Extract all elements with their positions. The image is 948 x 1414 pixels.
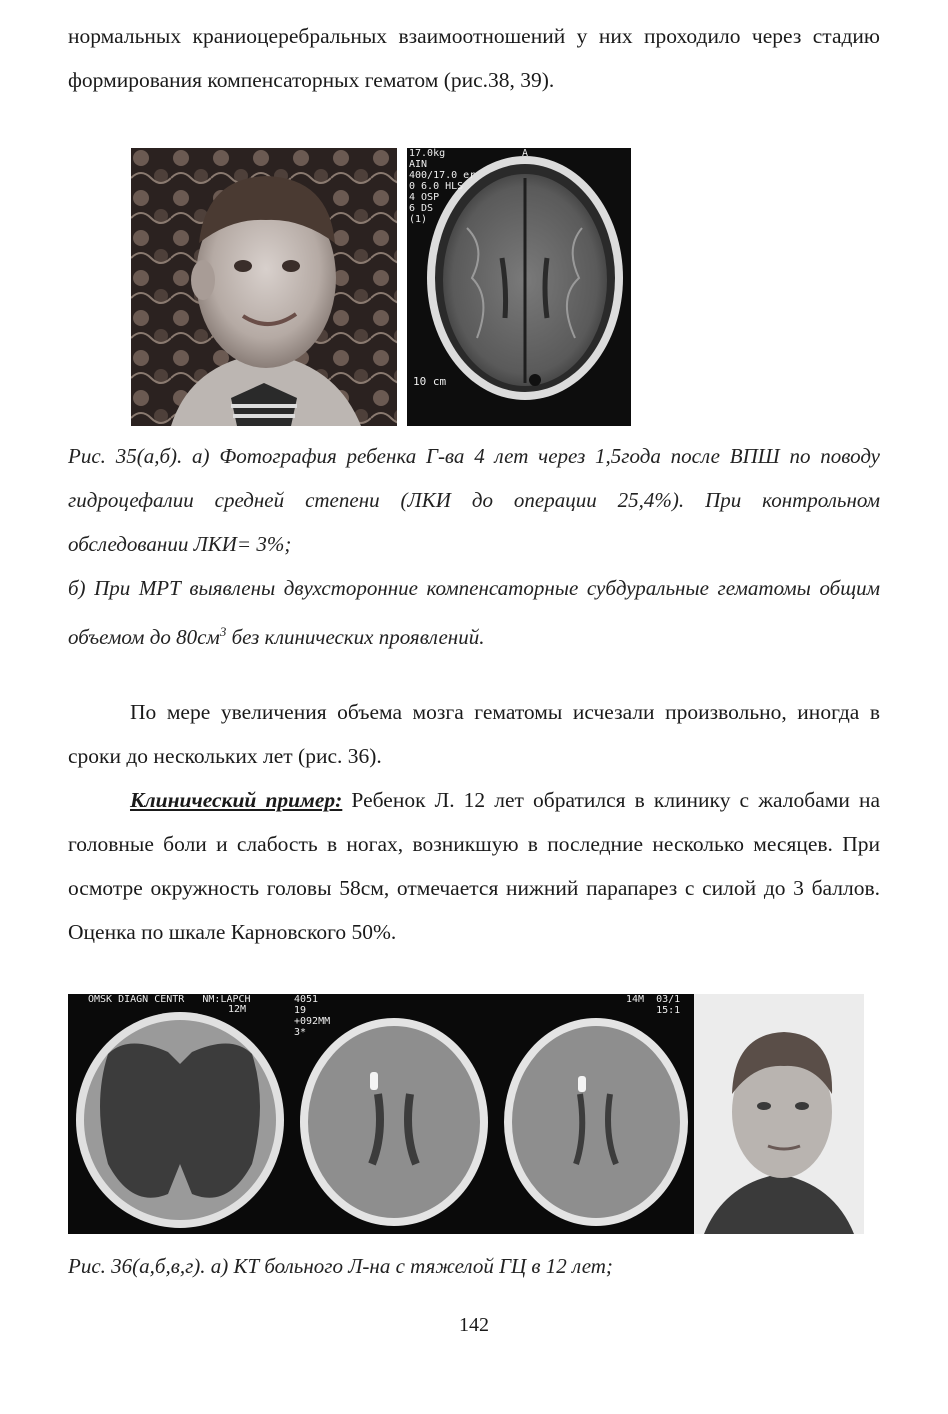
ct-b-label: 4051 19 +092MM 3*: [294, 994, 331, 1038]
mri-label-5: 6 DS: [409, 203, 434, 214]
figure35-caption-b: б) При МРТ выявлены двухсторонние компенсаторные субдуральные гематомы общим объемом до $80см^3$ без клинических проявлений.: [68, 576, 880, 649]
clinical-text: Ребенок Л. 12 лет обратился в клинику с жалобами на головные боли и слабость в ногах, возникшую в последние несколько месяцев. При осмотре окружность головы 58см, отмечается нижний парапарез с силой до 3 баллов. Оценка по шкале Карновского 50%.: [68, 788, 880, 944]
mri-label-6: (1): [409, 214, 428, 225]
photo-child: [131, 148, 397, 426]
ct-scan-a: [68, 994, 292, 1234]
ct-a-label: OMSK DIAGN CENTR NM:LAPCH: [88, 994, 251, 1005]
mri-label-4: 4 OSP: [409, 192, 440, 203]
mri-label-1: AIN: [409, 159, 428, 170]
ct-c-label: 14M 03/1 15:1: [626, 994, 681, 1016]
figure36-caption: Рис. 36(а,б,в,г). а) КТ больного Л-на с тяжелой ГЦ в 12 лет;: [68, 1254, 613, 1278]
mri-header-label: A: [522, 148, 529, 159]
mri-label-2: 400/17.0 er: [409, 170, 476, 181]
paragraph-hematomas: По мере увеличения объема мозга гематомы исчезали произвольно, иногда в сроки до нескольких лет (рис. 36).: [68, 700, 880, 768]
page-number: 142: [459, 1314, 489, 1336]
mri-label-0: 17.0kg: [409, 148, 446, 159]
ct-scan-b: [292, 994, 496, 1234]
photo-patient: [694, 994, 864, 1234]
figure35-caption-a: Рис. 35(а,б). а) Фотография ребенка Г-ва 4 лет через 1,5года после ВПШ по поводу гидроцефалии средней степени (ЛКИ до операции 25,4%). При контрольном обследовании ЛКИ= 3%;: [68, 444, 880, 556]
ct-scan-c: [496, 994, 694, 1234]
mri-scale-label: 10 cm: [413, 375, 447, 388]
clinical-example: [68, 778, 880, 954]
mri-scan: [407, 148, 631, 426]
clinical-heading: Клинический пример:: [130, 788, 343, 812]
mri-label-3: 0 6.0 HLS: [409, 181, 464, 192]
ct-a-label-2: 12M: [228, 1004, 247, 1015]
top-paragraph: нормальных краниоцеребральных взаимоотношений у них проходило через стадию формирования компенсаторных гематом (рис.38, 39).: [68, 24, 880, 92]
